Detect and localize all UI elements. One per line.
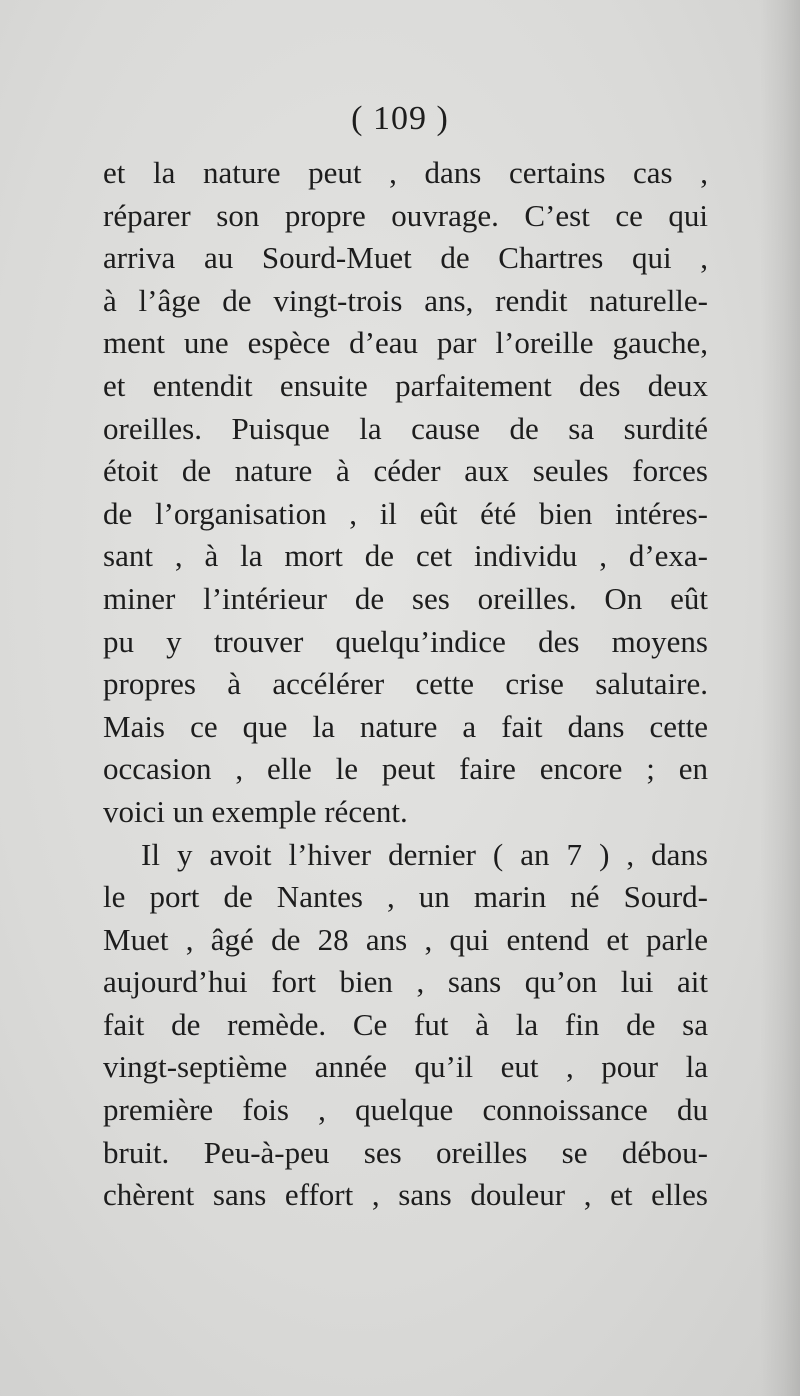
text-line: à l’âge de vingt-trois ans, rendit naturelle- [103, 282, 708, 318]
text-line: pu y trouver quelqu’indice des moyens [103, 623, 708, 659]
body-text [103, 152, 708, 1217]
text-line: sant , à la mort de cet individu , d’exa- [103, 538, 708, 574]
text-line: le port de Nantes , un marin né Sourd- [103, 879, 708, 915]
text-line: et entendit ensuite parfaitement des deux [103, 367, 708, 403]
text-line: bruit. Peu-à-peu ses oreilles se débou- [103, 1134, 708, 1170]
text-line: étoit de nature à céder aux seules forces [103, 453, 708, 489]
text-line: propres à accélérer cette crise salutaire. [103, 666, 708, 702]
text-line: de l’organisation , il eût été bien intéres- [103, 495, 708, 531]
text-line: voici un exemple récent. [103, 793, 408, 829]
page-edge-shadow [760, 0, 800, 1396]
text-line: réparer son propre ouvrage. C’est ce qui [103, 197, 708, 233]
text-line: arriva au Sourd-Muet de Chartres qui , [103, 240, 708, 276]
text-line: chèrent sans effort , sans douleur , et elles [103, 1177, 708, 1213]
text-line: vingt-septième année qu’il eut , pour la [103, 1049, 708, 1085]
text-line: Muet , âgé de 28 ans , qui entend et parle [103, 921, 708, 957]
text-line: fait de remède. Ce fut à la fin de sa [103, 1006, 708, 1042]
text-line: Mais ce que la nature a fait dans cette [103, 708, 708, 744]
text-line: ment une espèce d’eau par l’oreille gauche, [103, 325, 708, 361]
page-number: ( 109 ) [351, 100, 449, 137]
text-line: miner l’intérieur de ses oreilles. On eût [103, 580, 708, 616]
text-line: et la nature peut , dans certains cas , [103, 155, 708, 190]
text-line: occasion , elle le peut faire encore ; en [103, 751, 708, 787]
text-line: oreilles. Puisque la cause de sa surdité [103, 410, 708, 446]
text-line: Il y avoit l’hiver dernier ( an 7 ) , dans [141, 836, 708, 872]
text-line: aujourd’hui fort bien , sans qu’on lui ait [103, 964, 708, 1000]
text-line: première fois , quelque connoissance du [103, 1092, 708, 1128]
